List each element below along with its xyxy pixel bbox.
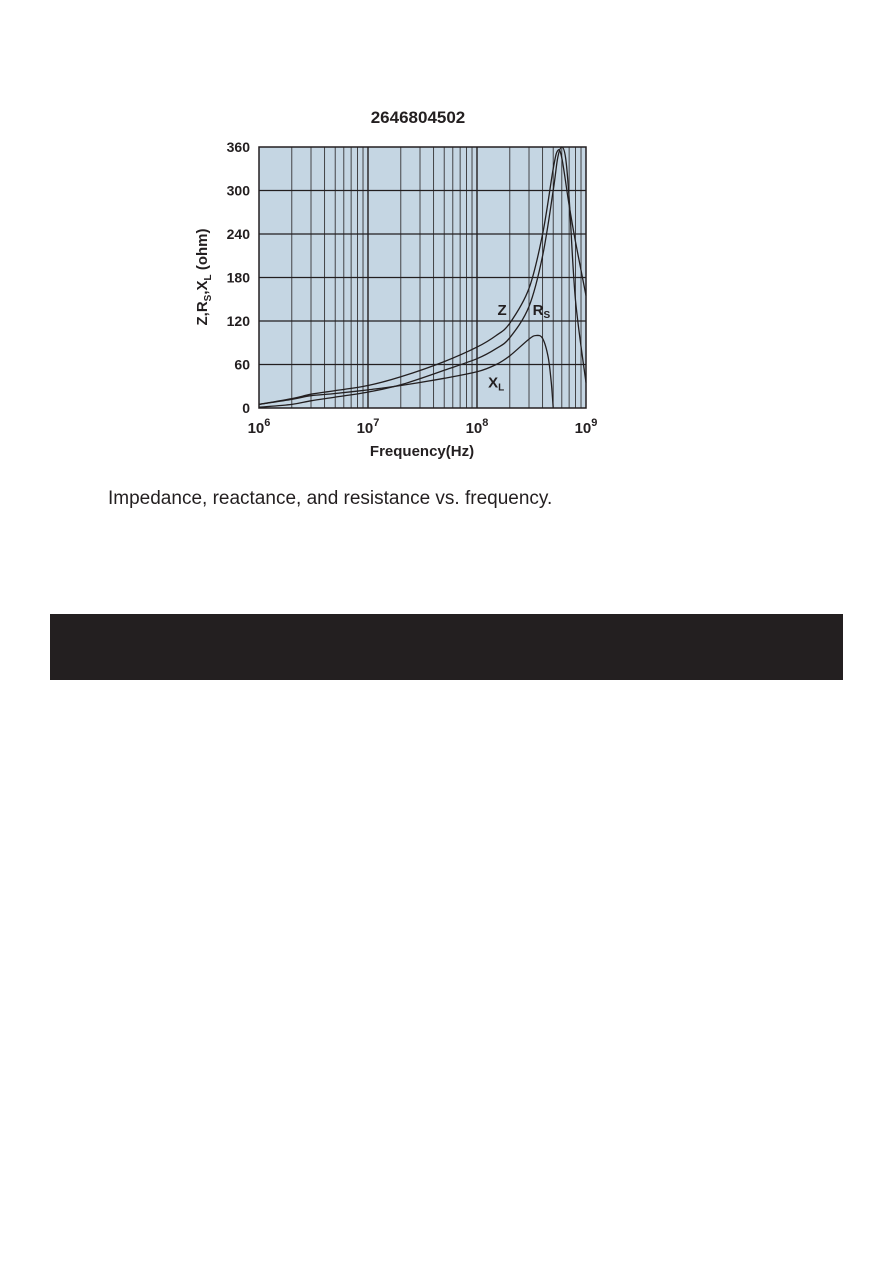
x-tick-label: $10^6$ xyxy=(247,417,271,437)
y-tick-label: 240 xyxy=(226,226,250,242)
y-tick-label: 180 xyxy=(226,269,250,286)
y-tick-label: 60 xyxy=(234,356,250,373)
series-label-z: Z xyxy=(497,302,507,320)
y-tick-label: 0 xyxy=(242,400,250,416)
y-tick-label: 300 xyxy=(226,182,250,199)
section-header-bar xyxy=(50,614,843,680)
figure-caption: Impedance, reactance, and resistance vs. frequency. xyxy=(108,488,553,509)
x-tick-label: $10^9$ xyxy=(574,417,598,437)
y-tick-label: 360 xyxy=(226,139,250,155)
x-tick-label: $10^8$ xyxy=(465,417,489,437)
x-tick-label: $10^7$ xyxy=(356,417,380,437)
x-tick-labels xyxy=(248,417,598,437)
series-label-rs: $R_S$ xyxy=(532,302,551,322)
x-axis-label: Frequency(Hz) xyxy=(369,443,475,460)
series-label-xl: $X_L$ xyxy=(488,374,505,394)
y-axis-label: $Z,R_S,X_L$ (ohm) xyxy=(194,228,214,326)
impedance-chart xyxy=(0,0,893,480)
chart-title: 2646804502 xyxy=(370,108,466,127)
y-tick-label: 120 xyxy=(226,313,250,329)
y-tick-labels xyxy=(227,139,251,416)
